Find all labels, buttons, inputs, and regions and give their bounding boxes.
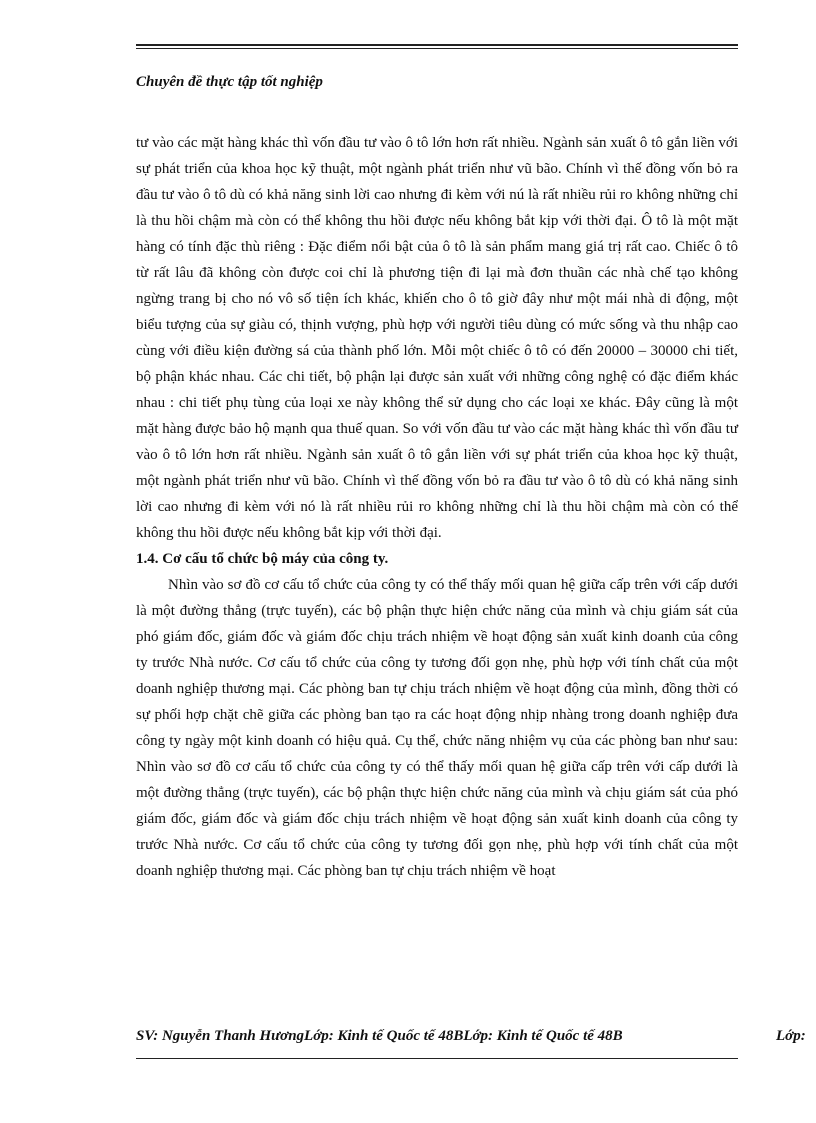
document-body [136, 130, 738, 884]
footer-text: SV: Nguyễn Thanh HươngLớp: Kinh tế Quốc tế 48BLớp: Kinh tế Quốc tế 48B [136, 1028, 623, 1044]
header-title: Chuyên đề thực tập tốt nghiệp [136, 74, 323, 90]
body-paragraph: tư vào các mặt hàng khác thì vốn đầu tư vào ô tô lớn hơn rất nhiều. Ngành sản xuất ô tô gắn liền với sự phát triển của khoa học kỹ thuật, một ngành phát triển như vũ bão. Chính vì thế đồng vốn bỏ ra đầu tư vào ô tô dù có khả năng sinh lời cao nhưng đi kèm với nú là rất nhiều rủi ro không những chỉ là thu hồi chậm mà còn có thể không thu hồi được nếu không bắt kịp với thời đại. Ô tô là một mặt hàng có tính đặc thù riêng : Đặc điểm nổi bật của ô tô là sản phẩm mang giá trị rất cao. Chiếc ô tô từ rất lâu đã không còn được coi chỉ là phương tiện đi lại mà đơn thuần các nhà chế tạo không ngừng trang bị cho nó vô số tiện ích khác, khiến cho ô tô giờ đây như một mái nhà di động, một biểu tượng của sự giàu có, thịnh vượng, phù hợp với người tiêu dùng có mức sống và thu nhập cao cùng với điều kiện đường sá của thành phố lớn. Mỗi một chiếc ô tô có đến 20000 – 30000 chi tiết, bộ phận khác nhau. Các chi tiết, bộ phận lại được sản xuất với những công nghệ có đặc điểm khác nhau : chi tiết phụ tùng của loại xe này không thể sử dụng cho các loại xe khác. Đây cũng là một mặt hàng được bảo hộ mạnh qua thuế quan. So với vốn đầu tư vào các mặt hàng khác thì vốn đầu tư vào ô tô lớn hơn rất nhiều. Ngành sản xuất ô tô gắn liền với sự phát triển của khoa học kỹ thuật, một ngành phát triển như vũ bão. Chính vì thế đồng vốn bỏ ra đầu tư vào ô tô dù có khả năng sinh lời cao nhưng đi kèm với nó là rất nhiều rủi ro không những chỉ là thu hồi chậm mà còn có thể không thu hồi được nếu không bắt kịp với thời đại. [136, 135, 738, 541]
section-heading: 1.4. Cơ cấu tổ chức bộ máy của công ty. [136, 551, 389, 567]
header-rule [136, 44, 738, 49]
footer-rule [136, 1058, 738, 1059]
footer-right-label: Lớp: [776, 1028, 806, 1044]
body-paragraph: Nhìn vào sơ đồ cơ cấu tổ chức của công ty có thể thấy mối quan hệ giữa cấp trên với cấp dưới là một đường thẳng (trực tuyến), các bộ phận thực hiện chức năng của mình và chịu giám sát của phó giám đốc, giám đốc và giám đốc chịu trách nhiệm về hoạt động sản xuất kinh doanh của công ty trước Nhà nước. Cơ cấu tổ chức của công ty tương đối gọn nhẹ, phù hợp với tính chất của một doanh nghiệp thương mại. Các phòng ban tự chịu trách nhiệm về hoạt động của mình, đồng thời có sự phối hợp chặt chẽ giữa các phòng ban tạo ra các hoạt động nhịp nhàng trong doanh nghiệp đưa công ty ngày một kinh doanh có hiệu quả. Cụ thể, chức năng nhiệm vụ của các phòng ban như sau: Nhìn vào sơ đồ cơ cấu tổ chức của công ty có thể thấy mối quan hệ giữa cấp trên với cấp dưới là một đường thẳng (trực tuyến), các bộ phận thực hiện chức năng của mình và chịu giám sát của phó giám đốc, giám đốc và giám đốc chịu trách nhiệm về hoạt động sản xuất kinh doanh của công ty trước Nhà nước. Cơ cấu tổ chức của công ty tương đối gọn nhẹ, phù hợp với tính chất của một doanh nghiệp thương mại. Các phòng ban tự chịu trách nhiệm về hoạt [136, 577, 738, 879]
